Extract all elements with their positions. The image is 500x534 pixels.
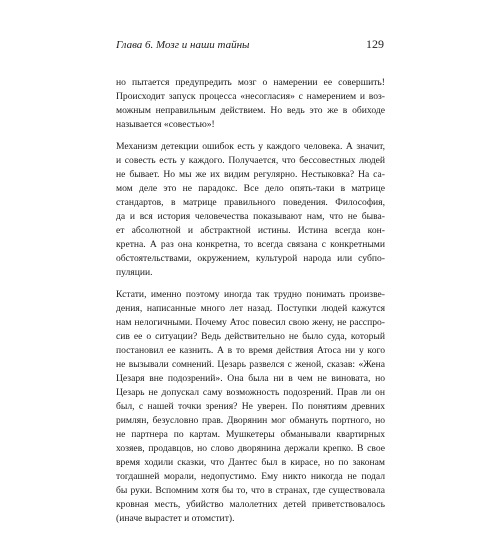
text-line: обстоятельствами, окружением, культурой народа или субпо- bbox=[116, 253, 385, 264]
text-line: но пытается предупредить мозг о намерении ее совершить! bbox=[116, 77, 385, 88]
text-line: (иначе вырастет и отомстит). bbox=[116, 513, 235, 524]
running-header bbox=[116, 38, 384, 56]
text-line: кровная месть, убийство малолетних детей приветствовалось bbox=[116, 499, 385, 510]
text-line: хозяев, продавцов, но слово дворянина держали крепко. В свое bbox=[116, 443, 385, 454]
text-line: мом деле это не парадокс. Все дело опять-таки в матрице bbox=[116, 183, 385, 194]
text-line: Цезаря вне подозрений». Она была ни в чем не виновата, но bbox=[116, 373, 385, 384]
text-line: постановил ее казнить. А в то время действия Атоса ни у кого bbox=[116, 345, 385, 356]
paragraph bbox=[116, 76, 385, 132]
chapter-title: Глава 6. Мозг и наши тайны bbox=[116, 39, 250, 51]
text-line: пуляции. bbox=[116, 267, 153, 278]
text-line: сив ее о ситуации? Ведь действительно не было суда, который bbox=[116, 331, 385, 342]
text-line: называется «совестью»! bbox=[116, 119, 215, 130]
text-line: Происходит запуск процесса «несогласия» с намерением и воз- bbox=[116, 91, 385, 102]
paragraph bbox=[116, 288, 385, 526]
text-line: и совесть есть у каждого. Получается, что бессовестных людей bbox=[116, 155, 385, 166]
text-line: Цезарь не допускал саму возможность подозрений. Прав ли он bbox=[116, 387, 385, 398]
text-line: тогдашней морали, недопустимо. Ему никто никогда не подал bbox=[116, 471, 385, 482]
text-line: римлян, безусловно прав. Дворянин мог обмануть портного, но bbox=[116, 415, 385, 426]
text-line: ет абсолютной и абстрактной истины. Истина всегда кон- bbox=[116, 225, 385, 236]
text-line: да и вся история человечества показывают нам, что не быва- bbox=[116, 211, 385, 222]
text-line: не партнера по картам. Мушкетеры обманывали квартирных bbox=[116, 429, 385, 440]
page-number: 129 bbox=[366, 37, 384, 51]
text-line: не бывает. Но мы же их видим регулярно. Нестыковка? На са- bbox=[116, 169, 385, 180]
text-line: дения, написанные много лет назад. Поступки людей кажутся bbox=[116, 303, 385, 314]
text-line: кретна. А раз она конкретна, то всегда связана с конкретными bbox=[116, 239, 385, 250]
text-line: бы руки. Вспомним хотя бы то, что в странах, где существовала bbox=[116, 485, 385, 496]
body-text bbox=[116, 76, 385, 534]
text-line: Кстати, именно поэтому иногда так трудно понимать произве- bbox=[116, 289, 385, 300]
text-line: не вызывали сомнений. Цезарь развелся с женой, сказав: «Жена bbox=[116, 359, 385, 370]
text-line: нам нелогичными. Почему Атос повесил свою жену, не расспро- bbox=[116, 317, 385, 328]
text-line: был, с нашей точки зрения? Не уверен. По понятиям древних bbox=[116, 401, 385, 412]
paragraph bbox=[116, 140, 385, 280]
text-line: стандартов, в матрице правильного поведения. Философия, bbox=[116, 197, 385, 208]
text-line: время ходили сказки, что Дантес был в кирасе, но по законам bbox=[116, 457, 385, 468]
text-line: Механизм детекции ошибок есть у каждого человека. А значит, bbox=[116, 141, 385, 152]
text-line: можным неправильным действием. Но ведь это же в обиходе bbox=[116, 105, 385, 116]
